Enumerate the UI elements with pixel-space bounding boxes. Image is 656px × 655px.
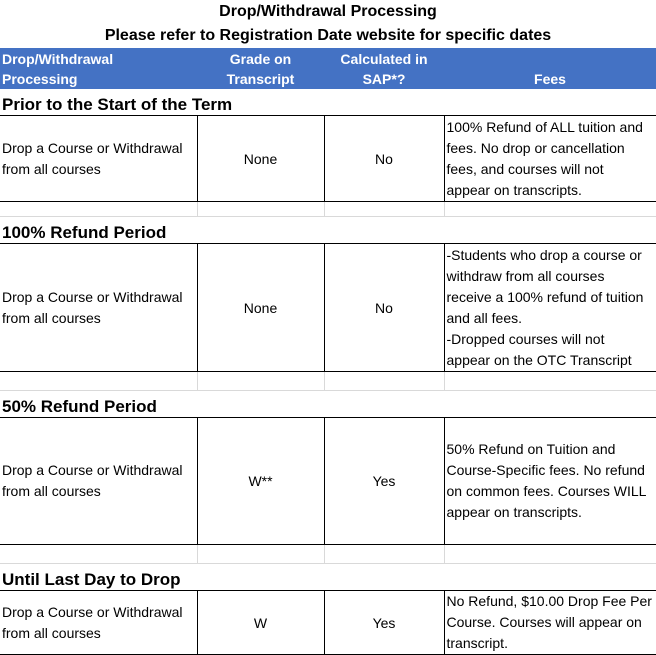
fees-cell [444, 591, 656, 655]
sap-cell: Yes [324, 591, 444, 655]
fees-line: appear on transcripts. [447, 180, 656, 201]
table-row [0, 116, 656, 202]
header-grade [197, 48, 324, 89]
grade-cell: W** [197, 418, 324, 545]
processing-line: Drop a Course or Withdrawal [2, 287, 197, 308]
section-heading: 100% Refund Period [0, 217, 656, 244]
fees-line: appear on the OTC Transcript [447, 350, 656, 371]
section-heading: Prior to the Start of the Term [0, 89, 656, 116]
fees-line: withdraw from all courses [447, 266, 656, 287]
drop-withdrawal-table [0, 48, 656, 655]
fees-cell [444, 244, 656, 372]
header-grade-line2: Transcript [197, 69, 324, 89]
table-row [0, 244, 656, 372]
processing-line: Drop a Course or Withdrawal [2, 138, 197, 159]
fees-line: -Students who drop a course or [447, 245, 656, 266]
grade-cell: W [197, 591, 324, 655]
processing-cell [0, 418, 197, 545]
spacer-row [0, 202, 656, 217]
fees-line: appear on transcripts. [447, 502, 656, 523]
processing-cell [0, 244, 197, 372]
grade-cell: None [197, 116, 324, 202]
processing-line: Drop a Course or Withdrawal [2, 602, 197, 623]
processing-line: from all courses [2, 623, 197, 644]
fees-line: 50% Refund on Tuition and [447, 439, 656, 460]
fees-line: No Refund, $10.00 Drop Fee Per [447, 591, 656, 612]
fees-line: transcript. [447, 633, 656, 654]
fees-line: 100% Refund of ALL tuition and [447, 117, 656, 138]
processing-line: from all courses [2, 308, 197, 329]
fees-line: -Dropped courses will not [447, 329, 656, 350]
document-subtitle: Please refer to Registration Date website for specific dates [0, 27, 656, 45]
header-sap-line2: SAP*? [324, 69, 444, 89]
fees-line: and all fees. [447, 308, 656, 329]
header-grade-line1: Grade on [197, 49, 324, 69]
table-row [0, 591, 656, 655]
section-heading: 50% Refund Period [0, 391, 656, 418]
header-processing-line1: Drop/Withdrawal [2, 49, 197, 69]
header-fees-label: Fees [444, 69, 656, 89]
grade-cell: None [197, 244, 324, 372]
processing-cell [0, 116, 197, 202]
fees-cell [444, 116, 656, 202]
table-row [0, 418, 656, 545]
header-fees [444, 48, 656, 89]
spacer-row [0, 545, 656, 564]
header-sap-line1: Calculated in [324, 49, 444, 69]
section-heading: Until Last Day to Drop [0, 564, 656, 591]
sap-cell: No [324, 244, 444, 372]
header-row [0, 48, 656, 89]
header-sap [324, 48, 444, 89]
fees-line: Course. Courses will appear on [447, 612, 656, 633]
spacer-row [0, 372, 656, 391]
document-title: Drop/Withdrawal Processing [0, 3, 656, 21]
fees-line: Course-Specific fees. No refund [447, 460, 656, 481]
processing-line: from all courses [2, 481, 197, 502]
processing-line: from all courses [2, 159, 197, 180]
fees-line: fees, and courses will not [447, 159, 656, 180]
sap-cell: No [324, 116, 444, 202]
header-processing-line2: Processing [2, 69, 197, 89]
processing-cell [0, 591, 197, 655]
fees-line: on common fees. Courses WILL [447, 481, 656, 502]
sap-cell: Yes [324, 418, 444, 545]
fees-cell [444, 418, 656, 545]
processing-line: Drop a Course or Withdrawal [2, 460, 197, 481]
fees-line: receive a 100% refund of tuition [447, 287, 656, 308]
header-processing [0, 48, 197, 89]
fees-line: fees. No drop or cancellation [447, 138, 656, 159]
